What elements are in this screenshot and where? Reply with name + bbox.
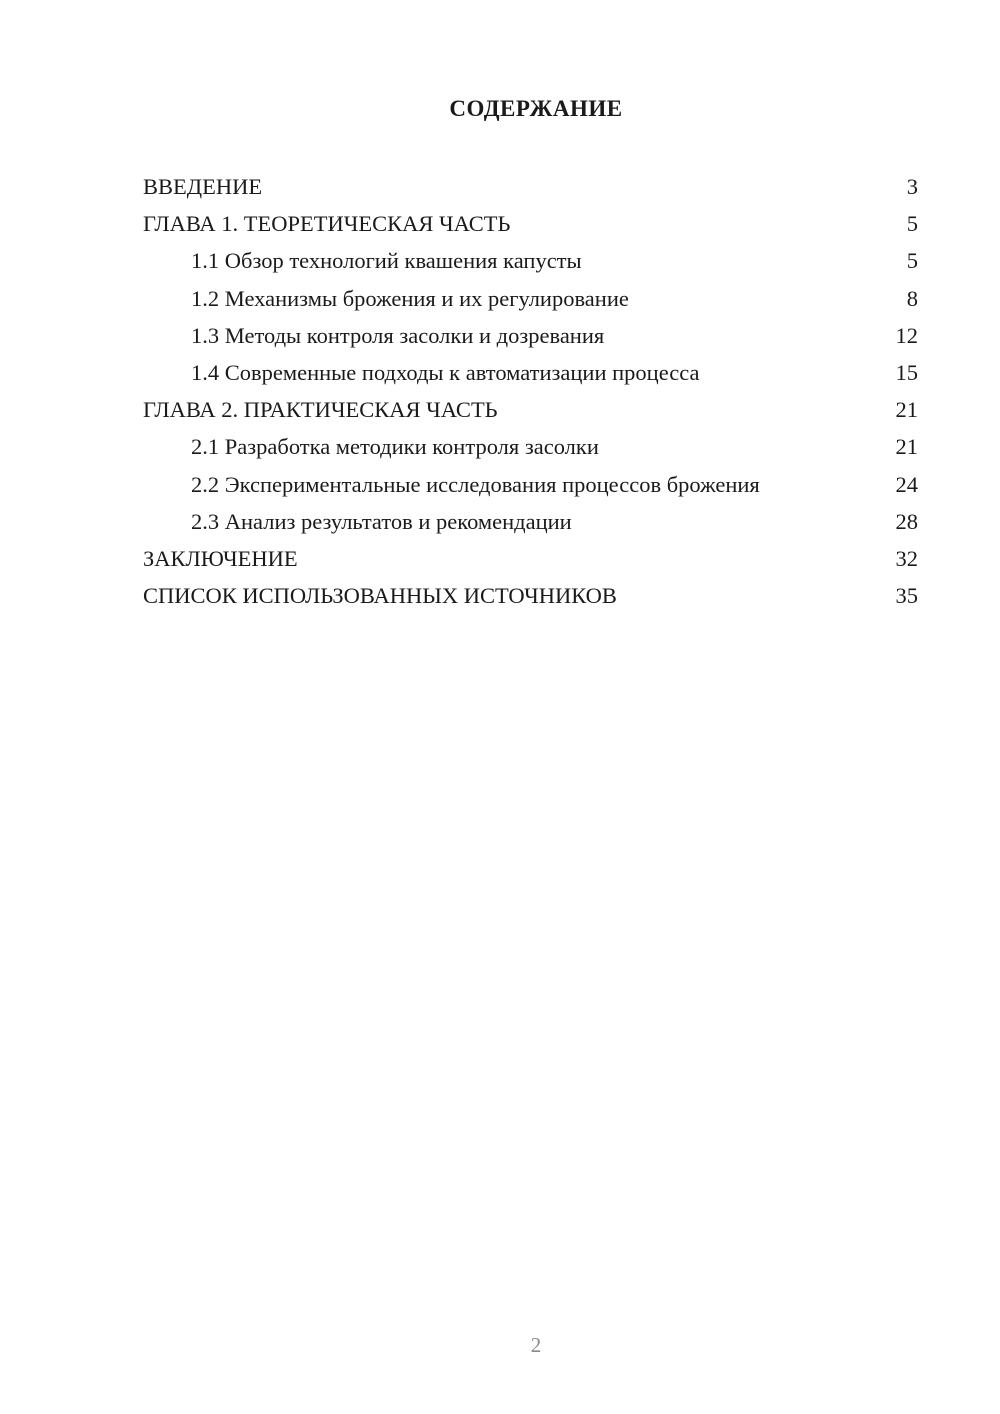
toc-entry-label: 1.4 Современные подходы к автоматизации процесса — [191, 359, 700, 385]
toc-entry-page: 15 — [895, 359, 918, 385]
toc-entry-page: 32 — [895, 545, 918, 571]
toc-entry-page: 5 — [906, 248, 918, 274]
toc-entry-page: 35 — [895, 583, 918, 609]
toc-entry-page: 12 — [895, 322, 918, 348]
toc-entry-section-2-2[interactable] — [143, 466, 918, 503]
toc-entry-label: ГЛАВА 2. ПРАКТИЧЕСКАЯ ЧАСТЬ — [143, 397, 498, 423]
toc-entry-label: 2.2 Экспериментальные исследования процессов брожения — [191, 471, 760, 497]
toc-entry-section-1-4[interactable] — [143, 354, 918, 391]
toc-entry-label: 2.1 Разработка методики контроля засолки — [191, 434, 599, 460]
toc-entry-label: 1.3 Методы контроля засолки и дозревания — [191, 322, 605, 348]
toc-entry-page: 24 — [895, 471, 918, 497]
toc-entry-page: 21 — [895, 434, 918, 460]
toc-entry-label: ВВЕДЕНИЕ — [143, 174, 263, 199]
page-title: СОДЕРЖАНИЕ — [449, 96, 623, 121]
toc-entry-page: 21 — [895, 397, 918, 423]
toc-entry-page: 3 — [906, 174, 918, 199]
toc-entry-label: 1.1 Обзор технологий квашения капусты — [191, 248, 582, 274]
toc-entry-section-1-2[interactable] — [143, 280, 918, 317]
toc-entry-label: 1.2 Механизмы брожения и их регулирование — [191, 285, 629, 311]
toc-entry-references[interactable] — [143, 577, 918, 614]
toc-entry-label: СПИСОК ИСПОЛЬЗОВАННЫХ ИСТОЧНИКОВ — [143, 583, 617, 609]
toc-entry-section-2-1[interactable] — [143, 428, 918, 465]
toc-entry-section-1-1[interactable] — [143, 242, 918, 279]
toc-entry-chapter-2[interactable] — [143, 391, 918, 428]
toc-entry-conclusion[interactable] — [143, 540, 918, 577]
toc-entry-section-2-3[interactable] — [143, 503, 918, 540]
table-of-contents — [143, 168, 918, 614]
toc-entry-page: 5 — [906, 211, 918, 237]
page-number: 2 — [530, 1333, 542, 1357]
toc-entry-page: 28 — [895, 508, 918, 534]
toc-entry-introduction[interactable] — [143, 168, 918, 205]
toc-entry-chapter-1[interactable] — [143, 205, 918, 242]
toc-entry-label: ЗАКЛЮЧЕНИЕ — [143, 545, 298, 571]
toc-entry-section-1-3[interactable] — [143, 317, 918, 354]
toc-entry-page: 8 — [906, 285, 918, 311]
toc-entry-label: 2.3 Анализ результатов и рекомендации — [191, 508, 572, 534]
toc-entry-label: ГЛАВА 1. ТЕОРЕТИЧЕСКАЯ ЧАСТЬ — [143, 211, 511, 237]
